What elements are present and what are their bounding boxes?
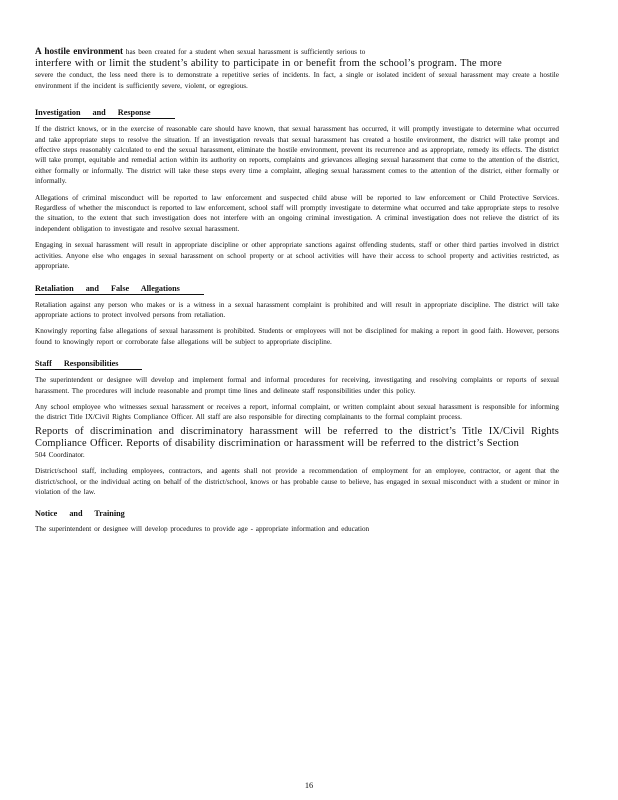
heading-notice: Notice and Training [35,509,125,519]
notice-paragraph-1: The superintendent or designee will develop procedures to provide age - appropriate information and education [35,525,370,534]
document-page [35,46,559,541]
heading-retaliation: Retaliation and False Allegations [35,283,204,295]
staff-paragraph-2: Any school employee who witnesses sexual harassment or receives a report, informal complaint, or written complaint about sexual harassment is responsible for informing the district Title IX/Civil Rights Compliance Officer. All staff are also responsible for directing complainants to the formal complaint process. [35,402,559,422]
intro-lead: A hostile environment [35,46,124,56]
investigation-paragraph-3: Engaging in sexual harassment will result in appropriate discipline or other appropriate sanctions against offending students, staff or other third parties involved in district activities. Anyone else who engages in sexual harassment on school property or at school activities will have their access to school property and activities restricted, as appropriate. [35,241,559,271]
intro-rest: severe the conduct, the less need there is to demonstrate a repetitive series of incidents. In fact, a single or isolated incident of sexual harassment may create a hostile environment if the incident is sufficiently severe, violent, or egregious. [35,71,559,90]
heading-staff: Staff Responsibilities [35,358,142,370]
intro-line1: has been created for a student when sexual harassment is sufficiently serious to [125,48,366,56]
retaliation-paragraph-1: Retaliation against any person who makes or is a witness in a sexual harassment complaint is prohibited and will result in appropriate discipline. The district will take appropriate actions to protect involved persons from retaliation. [35,300,559,319]
investigation-paragraph-2: Allegations of criminal misconduct will be reported to law enforcement and suspected child abuse will be reported to law enforcement or Child Protective Services. Regardless of whether the misconduct is reported to law enforcement, school staff will promptly investigate to determine what occurred and take appropriate steps to resolve the situation, to the extent that such investigation does not interfere with an ongoing criminal investigation. A criminal investigation does not relieve the district of its independent obligation to investigate and resolve sexual harassment. [35,193,559,233]
intro-paragraph [35,46,559,57]
heading-investigation: Investigation and Response [35,107,175,119]
retaliation-paragraph-2: Knowingly reporting false allegations of sexual harassment is prohibited. Students or employees will not be disciplined for making a report in good faith. However, persons found to knowingly report or corroborate false allegations will be subject to appropriate discipline. [35,327,559,346]
staff-paragraph-1: The superintendent or designee will develop and implement formal and informal procedures for receiving, investigating and resolving complaints or reports of sexual harassment. The procedures will include reasonable and prompt time lines and delineate staff responsibilities under this policy. [35,376,559,395]
investigation-paragraph-1: If the district knows, or in the exercise of reasonable care should have known, that sexual harassment has occurred, it will promptly investigate to determine what occurred and take appropriate steps to resolve the situation. If an investigation reveals that sexual harassment has created a hostile environment, the district will take prompt and effective steps reasonably calculated to end the sexual harassment, eliminate the hostile environment, prevent its recurrence and as appropriate, remedy its effects. The district will take prompt, equitable and remedial action within its authority on reports, complaints and grievances alleging sexual harassment that come to the attention of the district, either formally or informally. The district will take these steps every time a complaint, alleging sexual harassment comes to the attention of the district, either formally or informally. [35,125,559,186]
page-number: 16 [304,781,314,790]
staff-paragraph-3: District/school staff, including employees, contractors, and agents shall not provide a recommendation of employment for an employee, contractor, or agent that the district/school, or the individual acting on behalf of the district/school, knows or has probable cause to believe, has engaged in sexual misconduct with a student or minor in violation of the law. [35,467,559,496]
intro-emphasis: interfere with or limit the student’s ability to participate in or benefit from the school’s program. The more [35,58,502,70]
staff-emphasis: Reports of discrimination and discriminatory harassment will be referred to the district’s Title IX/Civil Rights Compliance Officer. Reports of disability discrimination or harassment will be referred to the district’s Section [35,425,559,449]
staff-emphasis-tail: 504 Coordinator. [35,450,85,459]
